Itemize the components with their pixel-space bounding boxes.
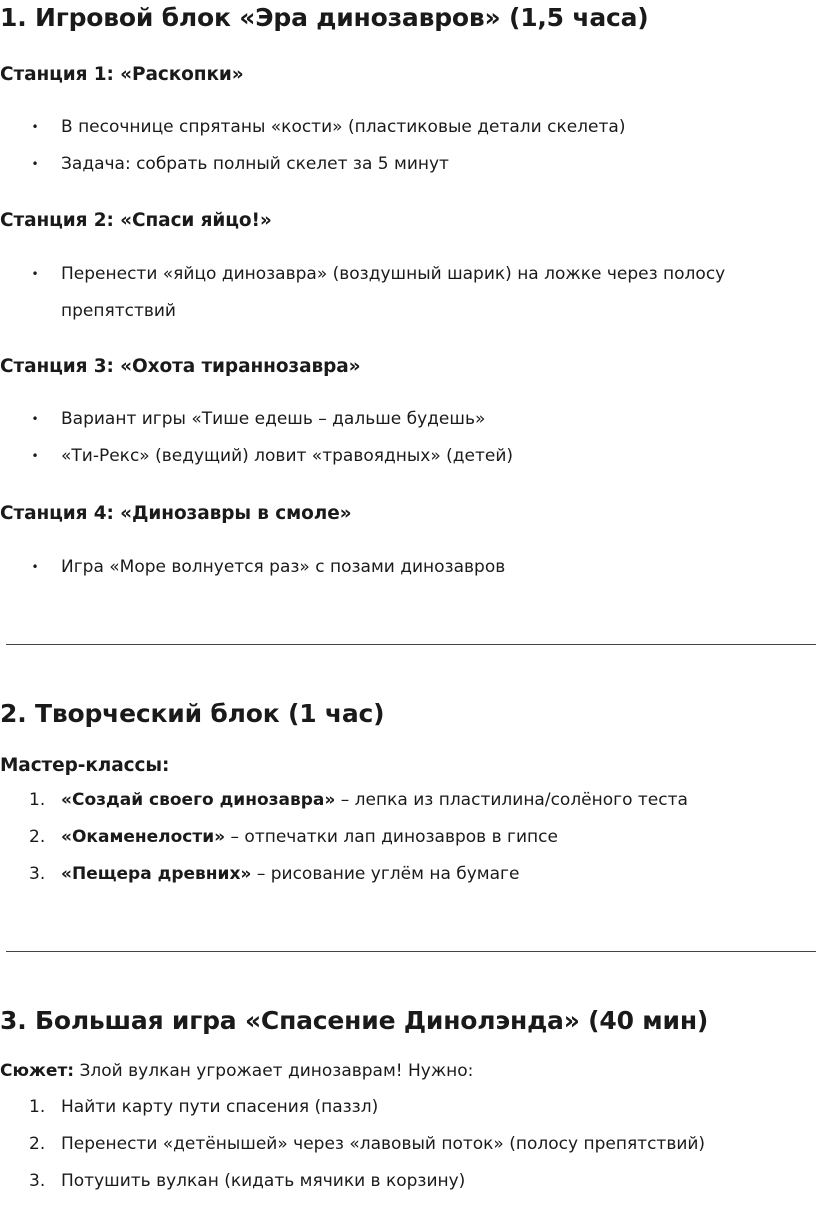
station-1-title: Станция 1: «Раскопки» [0, 64, 244, 85]
section-3-title: 3. Большая игра «Спасение Динолэнда» (40 мин) [0, 1006, 709, 1035]
station-3-title: Станция 3: «Охота тираннозавра» [0, 356, 361, 377]
master-classes-list [0, 782, 688, 893]
list-item: • Игра «Море волнуется раз» с позами динозавров [0, 549, 505, 586]
station-4-list [0, 549, 505, 586]
list-item: • «Ти-Рекс» (ведущий) ловит «травоядных» (детей) [0, 438, 513, 475]
station-4-title: Станция 4: «Динозавры в смоле» [0, 503, 352, 524]
plot-label: Сюжет: [0, 1061, 75, 1081]
list-item: 1. «Создай своего динозавра» – лепка из пластилина/солёного теста [29, 790, 688, 810]
bullet-icon: • [31, 157, 39, 171]
section-2-subtitle: Мастер-классы: [0, 755, 170, 776]
list-item: • Перенести «яйцо динозавра» (воздушный шарик) на ложке через полосу препятствий [0, 256, 766, 330]
plot-paragraph: Сюжет: Злой вулкан угрожает динозаврам! Нужно: [0, 1061, 474, 1081]
bullet-icon: • [31, 412, 39, 426]
list-item: 1. Найти карту пути спасения (паззл) [29, 1097, 379, 1117]
tasks-list [0, 1089, 705, 1200]
section-2-title: 2. Творческий блок (1 час) [0, 699, 385, 728]
list-item: 3. Потушить вулкан (кидать мячики в корзину) [29, 1171, 466, 1191]
divider [6, 644, 816, 645]
list-item: • Задача: собрать полный скелет за 5 минут [0, 146, 625, 183]
section-1-title: 1. Игровой блок «Эра динозавров» (1,5 часа) [0, 3, 649, 32]
bullet-icon: • [31, 120, 39, 134]
bullet-icon: • [31, 560, 39, 574]
list-item: 2. Перенести «детёнышей» через «лавовый поток» (полосу препятствий) [29, 1134, 706, 1154]
list-item: • В песочнице спрятаны «кости» (пластиковые детали скелета) [0, 109, 625, 146]
list-item: • Вариант игры «Тише едешь – дальше будешь» [0, 401, 513, 438]
station-1-list [0, 109, 625, 183]
bullet-icon: • [31, 449, 39, 463]
station-2-list [0, 256, 766, 330]
list-item: 2. «Окаменелости» – отпечатки лап динозавров в гипсе [29, 827, 558, 847]
list-item: 3. «Пещера древних» – рисование углём на бумаге [29, 864, 520, 884]
divider [6, 951, 816, 952]
bullet-icon: • [31, 267, 39, 281]
station-3-list [0, 401, 513, 475]
station-2-title: Станция 2: «Спаси яйцо!» [0, 210, 272, 231]
